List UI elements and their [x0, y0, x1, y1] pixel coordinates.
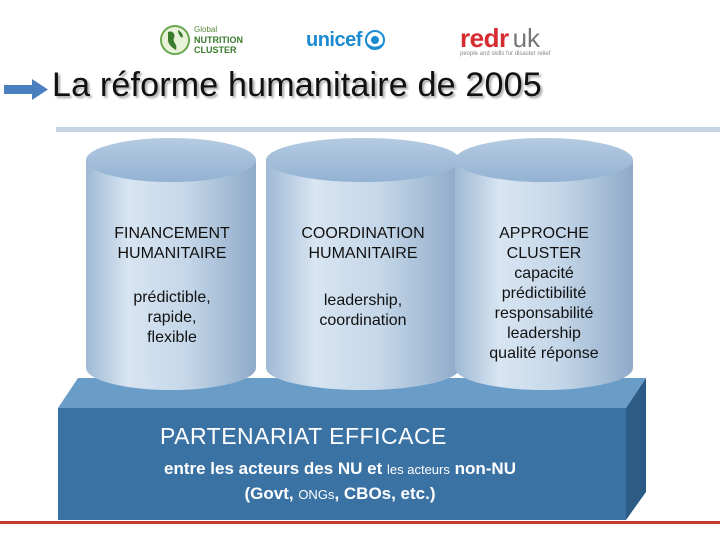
pillar-detail: capacité	[514, 265, 574, 282]
redr-uk-suffix: uk	[512, 23, 541, 53]
pillar-heading-line: HUMANITAIRE	[308, 245, 418, 262]
redr-wordmark: redr	[460, 23, 509, 53]
platform-title: PARTENARIAT EFFICACE	[160, 423, 447, 449]
pillar-heading-line: FINANCEMENT	[114, 225, 230, 242]
gnc-line3: CLUSTER	[194, 45, 237, 55]
gnc-line1: Global	[194, 25, 218, 34]
pillar-heading-line: APPROCHE	[499, 225, 589, 242]
pillar-heading-line: COORDINATION	[301, 225, 425, 242]
platform-sub-part: , CBOs, etc.)	[334, 484, 436, 503]
pillar-cluster-text	[455, 224, 633, 364]
pillar-detail: flexible	[147, 329, 197, 346]
pillar-heading-line: CLUSTER	[506, 245, 582, 262]
bottom-divider	[0, 521, 720, 524]
pillar-detail: prédictibilité	[501, 285, 587, 302]
pillar-detail: qualité réponse	[489, 345, 599, 362]
pillar-detail: responsabilité	[494, 305, 594, 322]
platform-sub-part: ONGs	[298, 487, 335, 502]
pillar-financement-text	[86, 224, 258, 348]
pillar-coordination-text	[266, 224, 460, 331]
gnc-line2: NUTRITION	[194, 35, 243, 45]
pillar-detail: prédictible,	[133, 289, 211, 306]
platform-sub-part: non-NU	[449, 459, 516, 478]
pillar-heading-line: HUMANITAIRE	[117, 245, 227, 262]
unicef-wordmark: unicef	[306, 28, 362, 51]
pillar-detail: rapide,	[147, 309, 197, 326]
platform-sub-part: entre les acteurs des NU et	[164, 459, 387, 478]
pillar-detail: leadership,	[323, 292, 403, 309]
platform-sub-part: les acteurs	[387, 462, 450, 477]
pillar-detail: leadership	[507, 325, 581, 342]
platform-sub-part: (Govt,	[244, 484, 299, 503]
pillar-detail: coordination	[319, 312, 407, 329]
page-title: La réforme humanitaire de 2005	[52, 66, 542, 104]
redr-tagline: people and skills for disaster relief	[460, 51, 551, 57]
platform-subtitle	[60, 457, 620, 507]
